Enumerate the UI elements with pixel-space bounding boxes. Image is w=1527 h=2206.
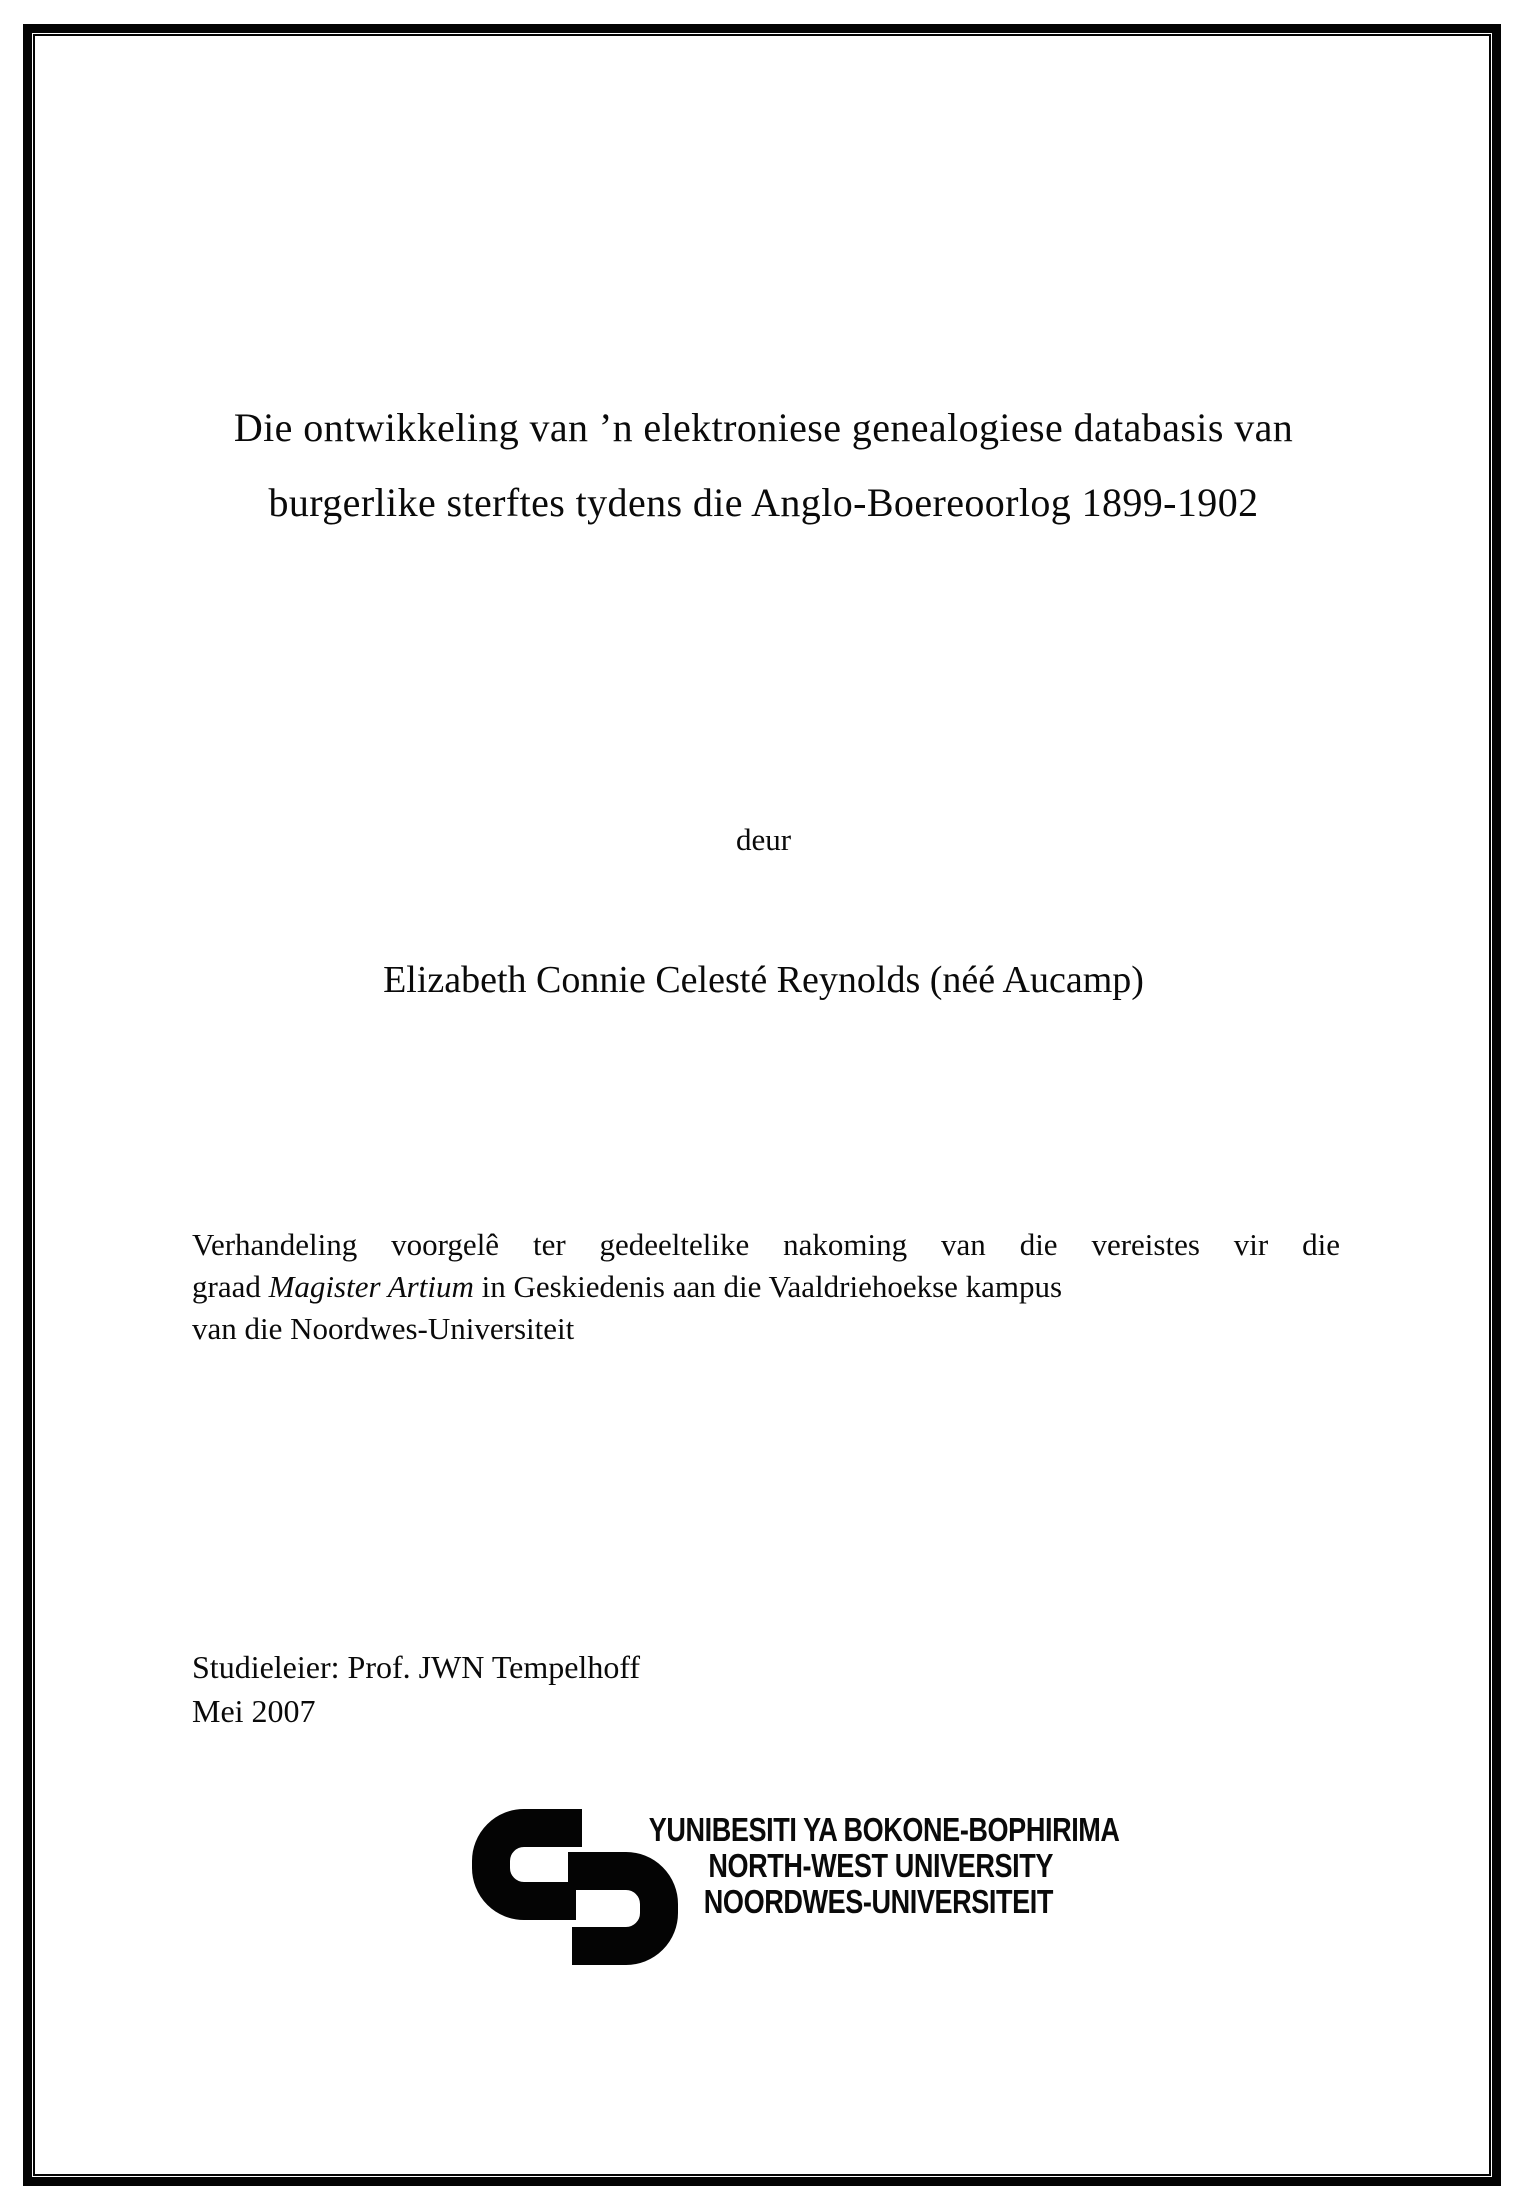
thesis-title-line2: burgerlike sterftes tydens die Anglo-Boereoorlog 1899-1902 xyxy=(268,480,1259,525)
degree-statement-line2-post: in Geskiedenis aan die Vaaldriehoekse kampus xyxy=(473,1269,1063,1304)
nwu-logo-icon xyxy=(472,1809,678,1967)
nwu-logo-text xyxy=(648,1811,1120,1920)
nwu-logo-line2: NORTH-WEST UNIVERSITY xyxy=(708,1847,1053,1884)
author-name: Elizabeth Connie Celesté Reynolds (néé Aucamp) xyxy=(383,959,1144,1001)
degree-statement-line1: Verhandeling voorgelê ter gedeeltelike nakoming van die vereistes vir die xyxy=(192,1227,1340,1262)
supervisor-line: Studieleier: Prof. JWN Tempelhoff xyxy=(192,1649,641,1685)
degree-statement-line3: van die Noordwes-Universiteit xyxy=(192,1311,575,1346)
degree-name: Magister Artium xyxy=(268,1269,474,1304)
degree-statement-line2 xyxy=(192,1266,1340,1308)
byline-label: deur xyxy=(735,822,792,857)
thesis-title-line1: Die ontwikkeling van ’n elektroniese genealogiese databasis van xyxy=(233,405,1294,450)
nwu-logo-line1: YUNIBESITI YA BOKONE-BOPHIRIMA xyxy=(648,1811,1120,1848)
degree-statement xyxy=(192,1224,1340,1350)
degree-statement-line2-pre: graad xyxy=(192,1269,269,1304)
date-line: Mei 2007 xyxy=(192,1693,316,1729)
nwu-logo-line3: NOORDWES-UNIVERSITEIT xyxy=(703,1883,1053,1920)
thesis-title xyxy=(0,390,1527,540)
